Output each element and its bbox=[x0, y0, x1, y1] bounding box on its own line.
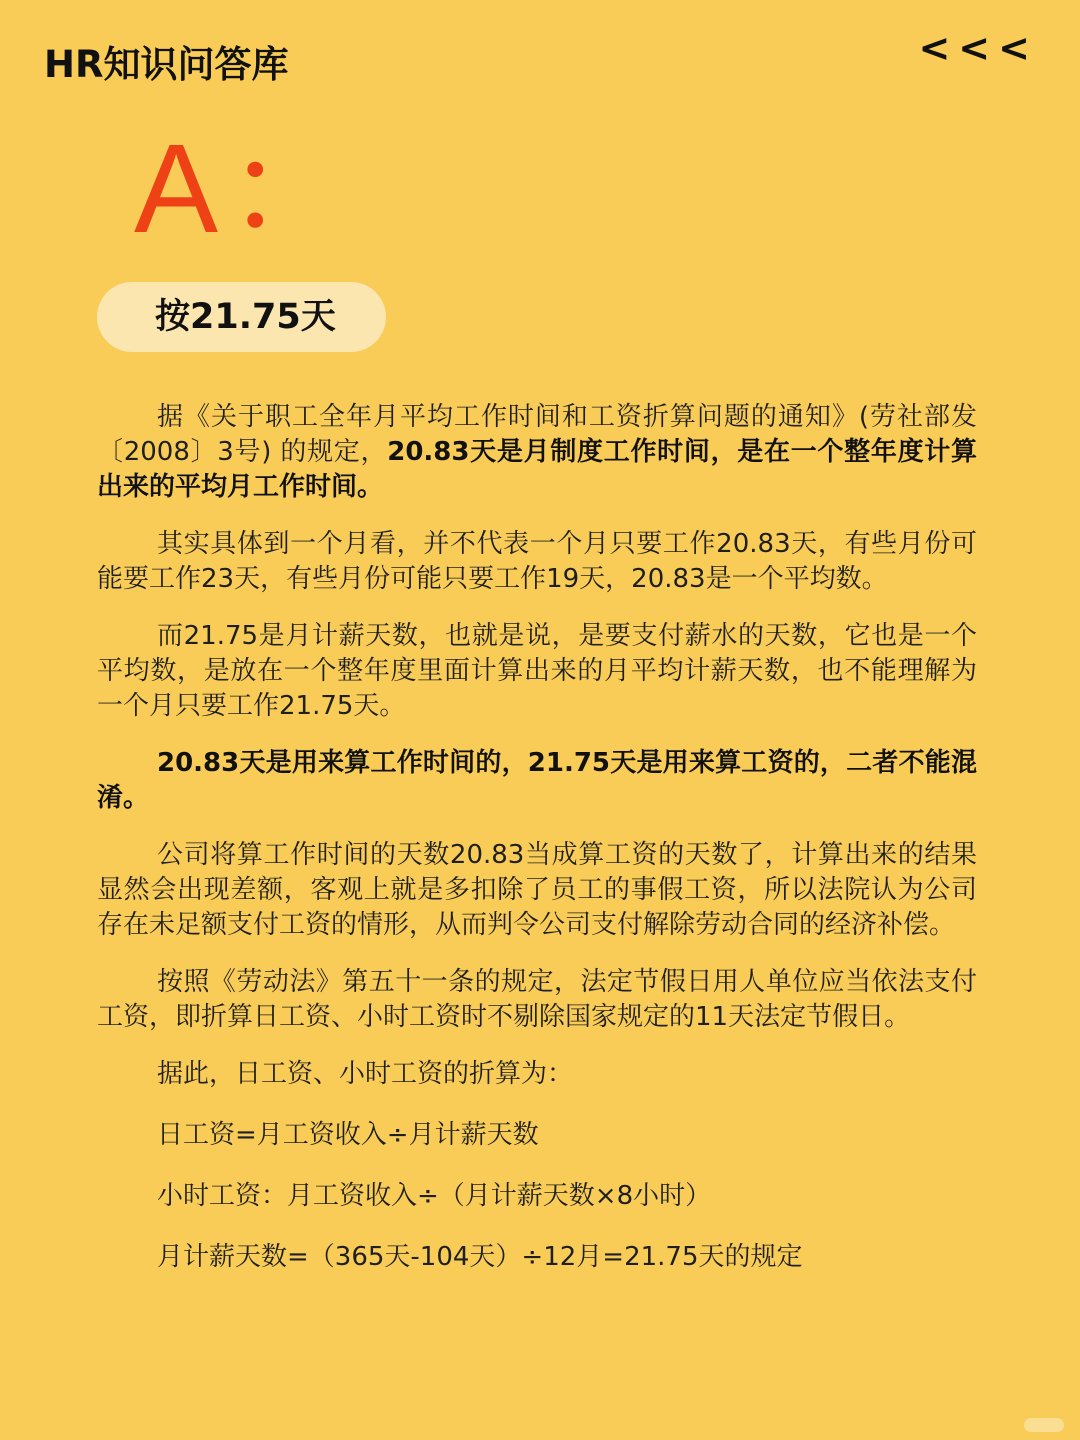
answer-pill-text: 按21.75天 bbox=[155, 297, 336, 337]
paragraph-5: 公司将算工作时间的天数20.83当成算工资的天数了，计算出来的结果显然会出现差额，客观上就是多扣除了员工的事假工资，所以法院认为公司存在未足额支付工资的情形，从而判令公司支付解除劳动合同的经济补偿。 bbox=[97, 840, 977, 940]
formula-hourly-wage: 小时工资：月工资收入÷（月计薪天数×8小时） bbox=[157, 1181, 712, 1211]
back-arrows-icon[interactable]: <<< bbox=[918, 26, 1038, 70]
formula-intro: 据此，日工资、小时工资的折算为： bbox=[157, 1059, 574, 1089]
page-title: HR知识问答库 bbox=[44, 43, 289, 86]
paragraph-4-highlight: 20.83天是用来算工作时间的，21.75天是用来算工资的，二者不能混淆。 bbox=[97, 748, 977, 813]
formula-daily-wage: 日工资=月工资收入÷月计薪天数 bbox=[157, 1120, 539, 1150]
paragraph-1 bbox=[97, 400, 977, 505]
answer-label: A： bbox=[134, 118, 361, 259]
paragraph-1-normal: 据《关于职工全年月平均工作时间和工资折算问题的通知》(劳社部发〔2008〕3号) 的规定， bbox=[97, 402, 977, 467]
paragraph-6: 按照《劳动法》第五十一条的规定，法定节假日用人单位应当依法支付工资，即折算日工资、小时工资时不剔除国家规定的11天法定节假日。 bbox=[97, 967, 977, 1032]
paragraph-2: 其实具体到一个月看，并不代表一个月只要工作20.83天，有些月份可能要工作23天，有些月份可能只要工作19天，20.83是一个平均数。 bbox=[97, 529, 977, 594]
article-body bbox=[97, 400, 977, 1301]
paragraph-3: 而21.75是月计薪天数，也就是说，是要支付薪水的天数，它也是一个平均数，是放在一个整年度里面计算出来的月平均计薪天数，也不能理解为一个月只要工作21.75天。 bbox=[97, 621, 977, 721]
formula-monthly-days: 月计薪天数=（365天-104天）÷12月=21.75天的规定 bbox=[157, 1242, 803, 1272]
answer-pill bbox=[97, 282, 386, 352]
paragraph-1-bold: 20.83天是月制度工作时间，是在一个整年度计算出来的平均月工作时间。 bbox=[97, 437, 977, 502]
watermark bbox=[1024, 1418, 1064, 1432]
